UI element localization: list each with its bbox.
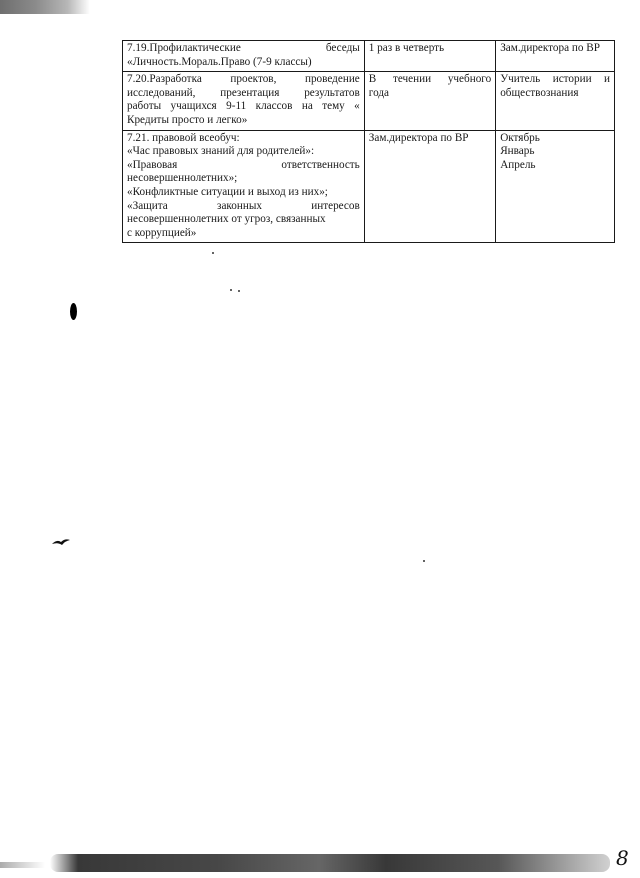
event-line: «Час правовых знаний для родителей»: [127,145,315,158]
timing-line: года [368,86,390,99]
timing-line: Зам.директора по ВР [368,131,469,144]
scan-speck [230,289,232,291]
scan-speck [212,252,214,254]
responsible-line: обществознания [500,86,579,99]
timing-line: В течении учебного [368,73,492,86]
table-row [123,41,615,72]
responsible-cell [496,72,615,130]
ink-blot [70,303,77,320]
event-line: с коррупцией» [127,226,197,239]
table-row [123,130,615,243]
scan-artifact-bottom [50,854,610,872]
timing-cell [364,130,495,243]
responsible-line: Январь [500,145,535,158]
event-cell [123,130,365,243]
event-line: «Правовая ответственность [127,158,360,171]
activity-plan-table [122,40,615,243]
event-line: несовершеннолетних»; [127,172,238,185]
table-row [123,72,615,130]
event-line: исследований, презентация результатов [127,86,360,99]
event-line: «Конфликтные ситуации и выход из них»; [127,185,328,198]
event-line: Кредиты просто и легко» [127,113,248,126]
responsible-line: Зам.директора по ВР [500,42,600,54]
responsible-line: Октябрь [500,131,540,144]
timing-cell [364,72,495,130]
timing-cell [364,41,495,72]
responsible-cell [496,41,615,72]
event-cell [123,41,365,72]
event-line: 7.19.Профилактические беседы [127,42,360,54]
responsible-cell [496,130,615,243]
event-line: «Защита законных интересов [127,199,360,212]
scan-artifact-top [0,0,90,14]
timing-line: 1 раз в четверть [368,42,445,54]
page-number: 8 [616,846,629,870]
event-line: 7.21. правовой всеобуч: [127,131,240,144]
scan-speck [423,560,425,562]
scan-speck [238,290,240,292]
responsible-line: Учитель истории и [500,73,610,86]
ink-mark [52,538,70,546]
scan-artifact-bottom-left [0,862,45,868]
event-line: 7.20.Разработка проектов, проведение [127,73,360,86]
event-line: работы учащихся 9-11 классов на тему « [127,100,360,113]
event-line: «Личность.Мораль.Право (7-9 классы) [127,55,312,68]
event-cell [123,72,365,130]
event-line: несовершеннолетних от угроз, связанных [127,213,326,226]
responsible-line: Апрель [500,158,536,171]
